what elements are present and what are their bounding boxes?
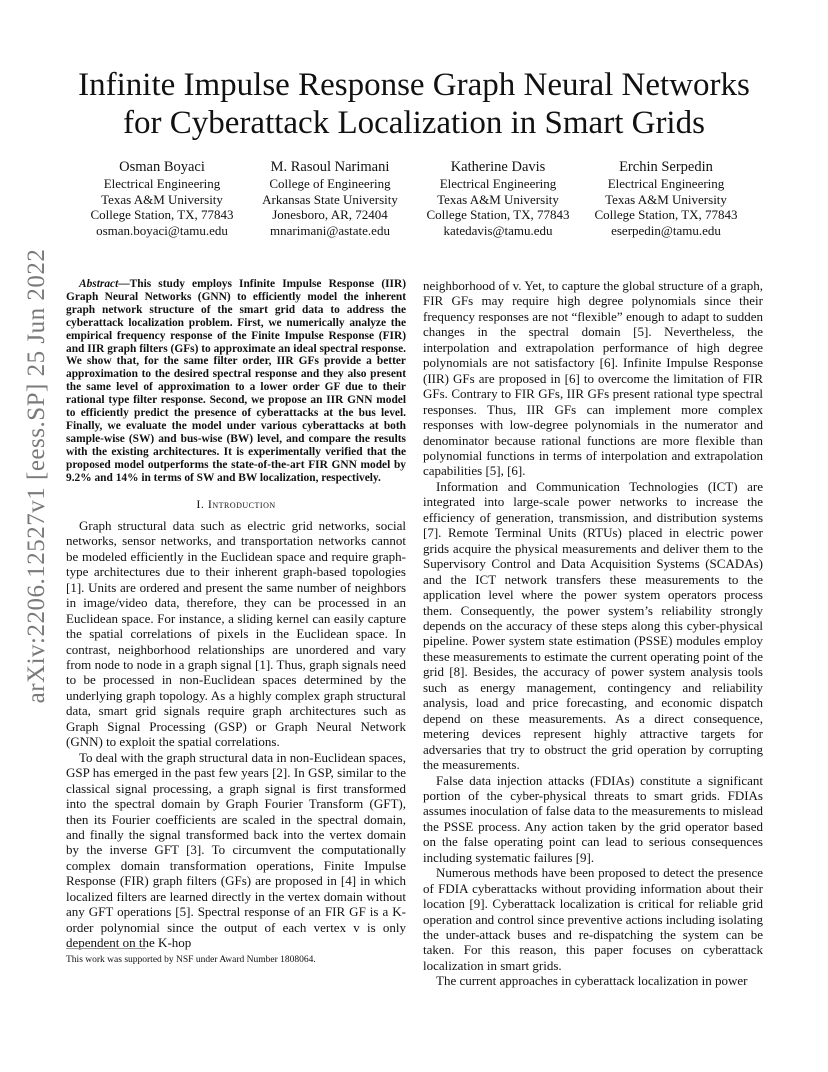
paragraph: False data injection attacks (FDIAs) constitute a significant portion of the cyber-physical threats to smart grids. FDIAs assumes inoculation of false data to the measurements to mislead the PSSE process. Any action taken by the grid operator based on the false operating point can lead to serious consequences including systematic failures [9]. — [423, 772, 763, 865]
paragraph: neighborhood of v. Yet, to capture the global structure of a graph, FIR GFs may require high degree polynomials since their frequency responses are not “flexible” enough to adapt to sudden changes in the spectral domain [5]. Nevertheless, the interpolation and extrapolation performance of high degree polynomials are not satisfactory [6]. Infinite Impulse Response (IIR) GFs are proposed in [6] to overcome the limitation of FIR GFs. Contrary to FIR GFs, IIR GFs present rational type spectral responses. Thus, IIR GFs can implement more complex responses with low-degree polynomials in the numerator and denominator because rational functions are more flexible than polynomial functions in terms of interpolation and extrapolation capabilities [5], [6]. — [423, 278, 763, 479]
author-email: eserpedin@tamu.edu — [611, 222, 721, 238]
footnote: This work was supported by NSF under Award Number 1808064. — [66, 955, 316, 965]
author-name: Osman Boyaci — [119, 159, 205, 175]
footnote-divider — [66, 948, 146, 949]
author-loc: College Station, TX, 77843 — [90, 207, 234, 223]
title-line-1: Infinite Impulse Response Graph Neural Networks — [78, 67, 750, 103]
author-email: osman.boyaci@tamu.edu — [96, 222, 228, 238]
author-1 — [78, 158, 246, 238]
author-inst: Texas A&M University — [437, 191, 559, 207]
author-2 — [246, 158, 414, 238]
left-column — [66, 278, 406, 951]
title-line-2: for Cyberattack Localization in Smart Grids — [123, 105, 705, 141]
author-loc: College Station, TX, 77843 — [426, 207, 570, 223]
section-heading-introduction: I. Introduction — [196, 496, 276, 511]
abstract-label: Abstract — [79, 278, 119, 290]
author-loc: College Station, TX, 77843 — [594, 207, 738, 223]
author-name: Erchin Serpedin — [619, 159, 713, 175]
paper-title — [60, 66, 768, 142]
author-dept: Electrical Engineering — [607, 176, 725, 191]
paragraph: To deal with the graph structural data in non-Euclidean spaces, GSP has emerged in the past few years [2]. In GSP, similar to the classical signal processing, a graph signal is first transformed into the spectral domain by Graph Fourier Transform (GFT), then its Fourier coefficients are scaled in the spectral domain, and finally the signal transformed back into the vertex domain by the inverse GFT [3]. To circumvent the computationally complex domain transformation operations, Finite Impulse Response (FIR) graph filters (GFs) are proposed in [4] in which localized filters are learned directly in the vertex domain without any GFT operations [5]. Spectral response of an FIR GF is a K-order polynomial since the output of each vertex v is only dependent on the K-hop — [66, 749, 406, 951]
author-loc: Jonesboro, AR, 72404 — [272, 207, 388, 223]
author-email: katedavis@tamu.edu — [443, 222, 553, 238]
author-email: mnarimani@astate.edu — [270, 222, 390, 238]
right-column — [423, 278, 763, 989]
paragraph: Numerous methods have been proposed to detect the presence of FDIA cyberattacks without providing information about their location [9]. Cyberattack localization is critical for reliable grid operation and control since preventive actions including isolating the under-attack buses and re-dispatching the system can be taken. For this reason, this paper focuses on cyberattack localization in smart grids. — [423, 865, 763, 973]
author-inst: Texas A&M University — [101, 191, 223, 207]
abstract — [66, 278, 406, 485]
author-inst: Arkansas State University — [262, 191, 398, 207]
abstract-text: —This study employs Infinite Impulse Response (IIR) Graph Neural Networks (GNN) to efficiently model the inherent graph network structure of the smart grid data to address the cyberattack localization problem. First, we numerically analyze the empirical frequency response of the Finite Impulse Response (FIR) and IIR graph filters (GFs) to approximate an ideal spectral response. We show that, for the same filter order, IIR GFs provide a better approximation to the desired spectral response and they also present the same level of approximation to a lower order GF due to their rational type filter response. Second, we propose an IIR GNN model to efficiently predict the presence of cyberattacks at the bus level. Finally, we evaluate the model under various cyberattacks at both sample-wise (SW) and bus-wise (BW) level, and compare the results with the existing architectures. It is experimentally verified that the proposed model outperforms the state-of-the-art FIR GNN model by 9.2% and 14% in terms of SW and BW localization, respectively. — [66, 278, 406, 484]
author-3 — [414, 158, 582, 238]
paragraph: Graph structural data such as electric grid networks, social networks, sensor networks, and transportation networks cannot be modeled efficiently in the Euclidean space and require graph-type architectures due to their inherent graph-based topologies [1]. Units are ordered and present the same number of neighbors in image/video data, therefore, they can be processed in an Euclidean space. For instance, a sliding kernel can easily capture the spatial correlations of pixels in the Euclidean space. In contrast, neighborhood relationships are unordered and vary from node to node in a graph signal [1]. Thus, graph signals need to be processed in non-Euclidean spaces determined by the underlying graph topology. As a highly complex graph structural data, smart grid signals require graph architectures such as Graph Signal Processing (GSP) or Graph Neural Network (GNN) to exploit the spatial correlations. — [66, 517, 406, 750]
arxiv-id-text: arXiv:2206.12527v1 [eess.SP] 25 Jun 2022 — [23, 248, 50, 704]
paragraph: The current approaches in cyberattack localization in power — [436, 973, 748, 989]
author-inst: Texas A&M University — [605, 191, 727, 207]
author-block — [78, 158, 750, 238]
author-dept: Electrical Engineering — [439, 176, 557, 191]
author-name: M. Rasoul Narimani — [270, 159, 390, 175]
author-4 — [582, 158, 750, 238]
author-dept: Electrical Engineering — [103, 176, 221, 191]
author-name: Katherine Davis — [450, 159, 546, 175]
arxiv-identifier — [22, 248, 52, 704]
author-dept: College of Engineering — [269, 176, 391, 191]
paragraph: Information and Communication Technologies (ICT) are integrated into large-scale power networks to increase the efficiency of generation, transmission, and distribution systems [7]. Remote Terminal Units (RTUs) placed in electric power grids acquire the physical measurements and deliver them to the Supervisory Control and Data Acquisition Systems (SCADAs) and the ICT network transfers these measurements to the application level where the power system operators process them. Consequently, the power system’s reliability strongly depends on the accuracy of these steps along this cyber-physical pipeline. Power system state estimation (PSSE) modules employ these measurements to estimate the current operating point of the grid [8]. Besides, the accuracy of power system analysis tools such as energy management, contingency and reliability analysis, load and price forecasting, and economic dispatch depend on these measurements. As a direct consequence, metering devices represent highly attractive targets for adversaries that try to obstruct the grid operation by corrupting the measurements. — [423, 478, 763, 773]
